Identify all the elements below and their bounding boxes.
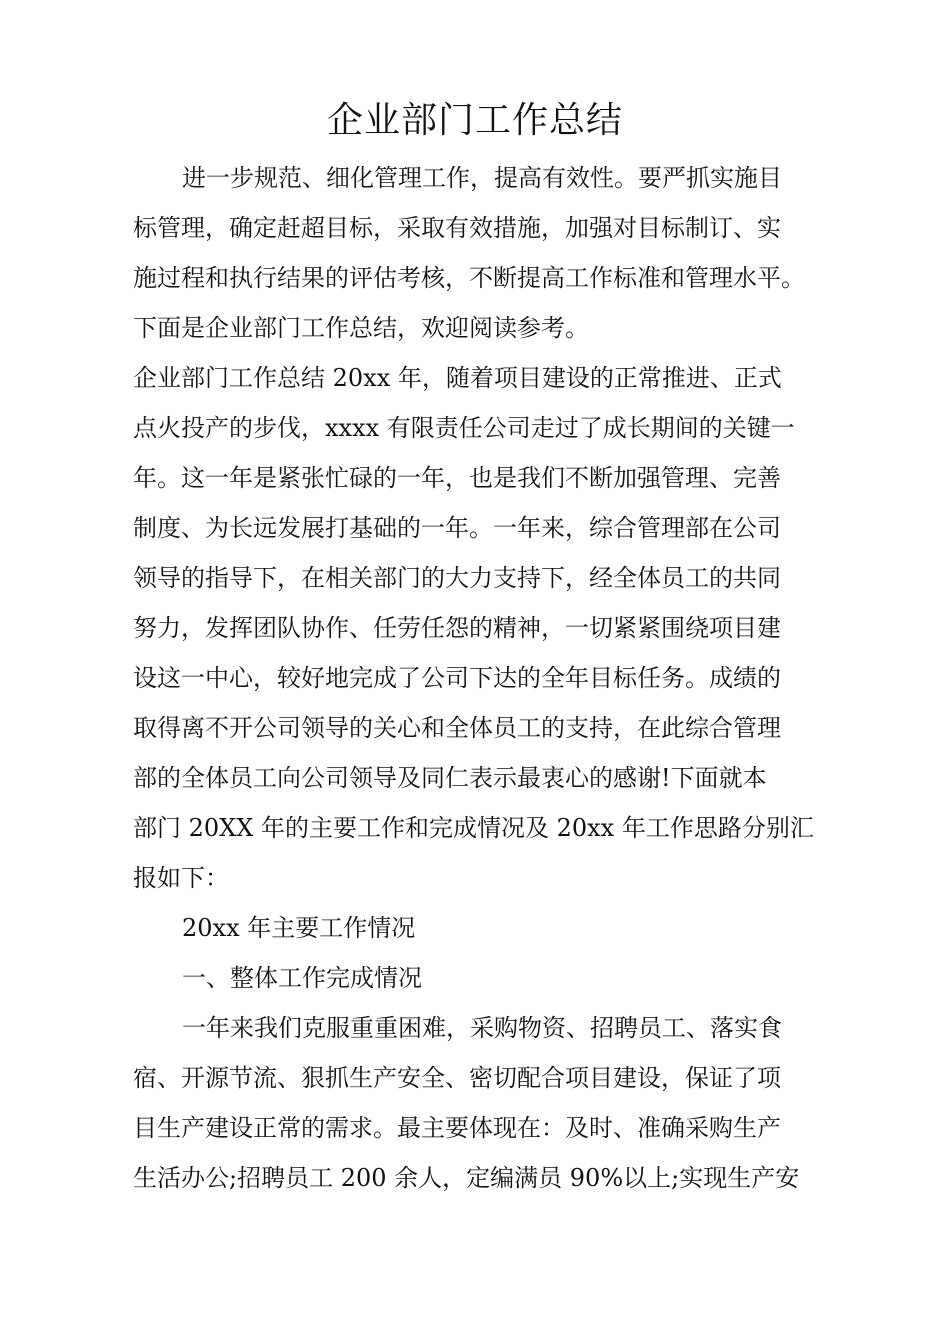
body-line: 企业部门工作总结 20xx 年，随着项目建设的正常推进、正式 bbox=[133, 364, 782, 392]
body-line: 部门 20XX 年的主要工作和完成情况及 20xx 年工作思路分别汇 bbox=[133, 814, 814, 842]
body-line: 领导的指导下，在相关部门的大力支持下，经全体员工的共同 bbox=[133, 564, 781, 592]
body-line: 下面是企业部门工作总结，欢迎阅读参考。 bbox=[133, 314, 589, 342]
body-line: 年。这一年是紧张忙碌的一年，也是我们不断加强管理、完善 bbox=[133, 464, 781, 492]
body-line: 努力，发挥团队协作、任劳任怨的精神，一切紧紧围绕项目建 bbox=[133, 614, 781, 642]
body-line: 生活办公;招聘员工 200 余人，定编满员 90%以上;实现生产安 bbox=[133, 1164, 800, 1192]
body-line: 进一步规范、细化管理工作，提高有效性。要严抓实施目 bbox=[182, 164, 782, 192]
document-title: 企业部门工作总结 bbox=[326, 100, 623, 141]
body-line: 标管理，确定赶超目标，采取有效措施，加强对目标制订、实 bbox=[133, 214, 781, 242]
body-line: 点火投产的步伐，xxxx 有限责任公司走过了成长期间的关键一 bbox=[133, 414, 795, 442]
subsection-heading: 一、整体工作完成情况 bbox=[182, 964, 422, 992]
section-heading: 20xx 年主要工作情况 bbox=[182, 914, 416, 942]
document-body bbox=[133, 153, 853, 1203]
body-line: 一年来我们克服重重困难，采购物资、招聘员工、落实食 bbox=[182, 1014, 782, 1042]
body-line: 设这一中心，较好地完成了公司下达的全年目标任务。成绩的 bbox=[133, 664, 781, 692]
body-line: 取得离不开公司领导的关心和全体员工的支持，在此综合管理 bbox=[133, 714, 781, 742]
body-line: 宿、开源节流、狠抓生产安全、密切配合项目建设，保证了项 bbox=[133, 1064, 781, 1092]
body-line: 施过程和执行结果的评估考核，不断提高工作标准和管理水平。 bbox=[133, 264, 805, 292]
body-line: 报如下： bbox=[133, 864, 229, 892]
body-line: 制度、为长远发展打基础的一年。一年来，综合管理部在公司 bbox=[133, 514, 781, 542]
body-line: 部的全体员工向公司领导及同仁表示最衷心的感谢!下面就本 bbox=[133, 764, 767, 792]
body-line: 目生产建设正常的需求。最主要体现在：及时、准确采购生产 bbox=[133, 1114, 781, 1142]
